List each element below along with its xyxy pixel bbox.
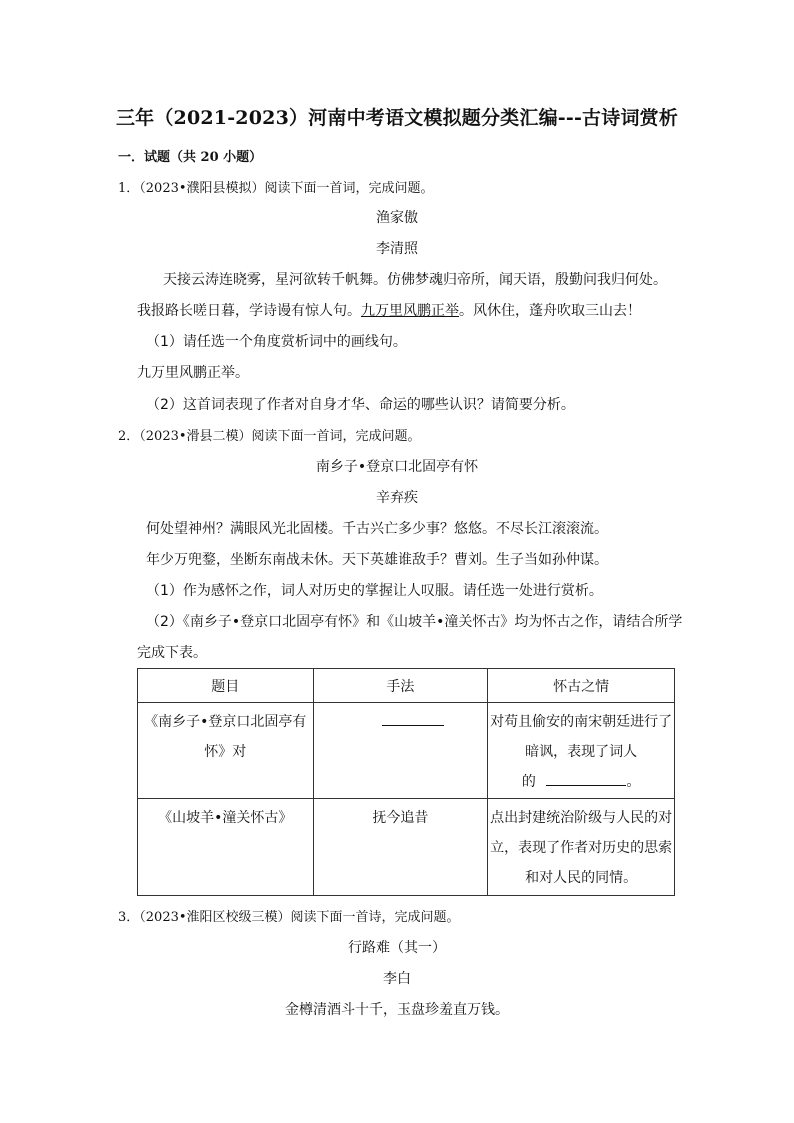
q1-poem-line-1: 天接云涛连晓雾，星河欲转千帆舞。仿佛梦魂归帝所，闻天语，殷勤问我归何处。 [163,272,667,288]
question-2-head: 2．（2023•滑县二模）阅读下面一首词，完成问题。 [118,429,421,444]
table-header-cell: 手法 [313,669,488,703]
table-cell-text: 点出封建统治阶级与人民的对 [490,810,673,826]
table-header-cell: 怀古之情 [488,669,675,703]
q1-poem-title: 渔家傲 [376,210,418,226]
q1-poem-line-2 [137,300,641,320]
q1-subquestion-2: （2）这首词表现了作者对自身才华、命运的哪些认识？请简要分析。 [146,397,575,413]
section-heading: 一．试题（共 20 小题） [118,150,263,165]
table-cell [313,799,488,896]
table-cell-text: 和对人民的同情。 [525,870,638,886]
q3-author: 李白 [383,971,411,987]
q2-author: 辛弃疾 [376,490,418,506]
table-cell-text: 抚今追昔 [372,810,429,826]
table-header-row [138,669,675,703]
q2-poem-title: 南乡子•登京口北固亭有怀 [315,459,479,475]
q1-line2-post: 。风休住，蓬舟吹取三山去！ [459,303,641,319]
q2-subquestion-2: （2）《南乡子•登京口北固亭有怀》和《山坡羊•潼关怀古》均为怀古之作，请结合所学 [146,614,683,630]
table-cell-text: 立，表现了作者对历史的思索 [490,840,673,856]
table-cell [138,799,314,896]
table-cell-text: 的 [521,774,536,790]
table-row [138,703,675,799]
q2-poem-line-2: 年少万兜鍪，坐断东南战未休。天下英雄谁敌手？曹刘。生子当如孙仲谋。 [146,552,608,568]
q1-answer-1: 九万里风鹏正举。 [137,365,249,381]
q3-poem-line-1: 金樽清酒斗十千，玉盘珍羞直万钱。 [285,1002,509,1018]
table-cell-text: 。 [626,774,641,790]
q2-poem-line-1: 何处望神州？满眼风光北固楼。千古兴亡多少事？悠悠。不尽长江滚滚流。 [146,521,608,537]
answer-blank[interactable] [546,769,626,786]
table-cell-text: 《山坡羊•潼关怀古》 [158,810,293,826]
comparison-table [137,668,675,896]
answer-blank[interactable] [382,709,444,726]
table-cell-line [488,767,674,797]
question-1-head: 1．（2023•濮阳县模拟）阅读下面一首词，完成问题。 [118,181,434,196]
table-cell-text: 暗讽，表现了词人 [525,744,638,760]
table-cell-text: 《南乡子•登京口北固亭有 [144,714,307,730]
q1-author: 李清照 [376,241,418,257]
table-cell-text: 对苟且偷安的南宋朝廷进行了 [490,714,673,730]
q1-line2-pre: 我报路长嗟日暮，学诗谩有惊人句。 [137,303,361,319]
table-cell-text: 怀》对 [204,744,247,760]
q2-subquestion-1: （1）作为感怀之作，词人对历史的掌握让人叹服。请任选一处进行赏析。 [146,583,603,599]
table-cell [488,703,675,799]
q1-subquestion-1: （1）请任选一个角度赏析词中的画线句。 [146,334,407,350]
table-cell [138,703,314,799]
q3-poem-title: 行路难（其一） [348,940,446,956]
page-title: 三年（2021-2023）河南中考语文模拟题分类汇编---古诗词赏析 [115,107,679,129]
table-cell [313,703,488,799]
table-row [138,799,675,896]
question-3-head: 3．（2023•淮阳区校级三模）阅读下面一首诗，完成问题。 [118,910,460,925]
q2-subquestion-2-cont: 完成下表。 [137,645,207,661]
q1-underlined-line: 九万里风鹏正举 [361,303,459,319]
table-header-cell: 题目 [138,669,314,703]
table-cell [488,799,675,896]
